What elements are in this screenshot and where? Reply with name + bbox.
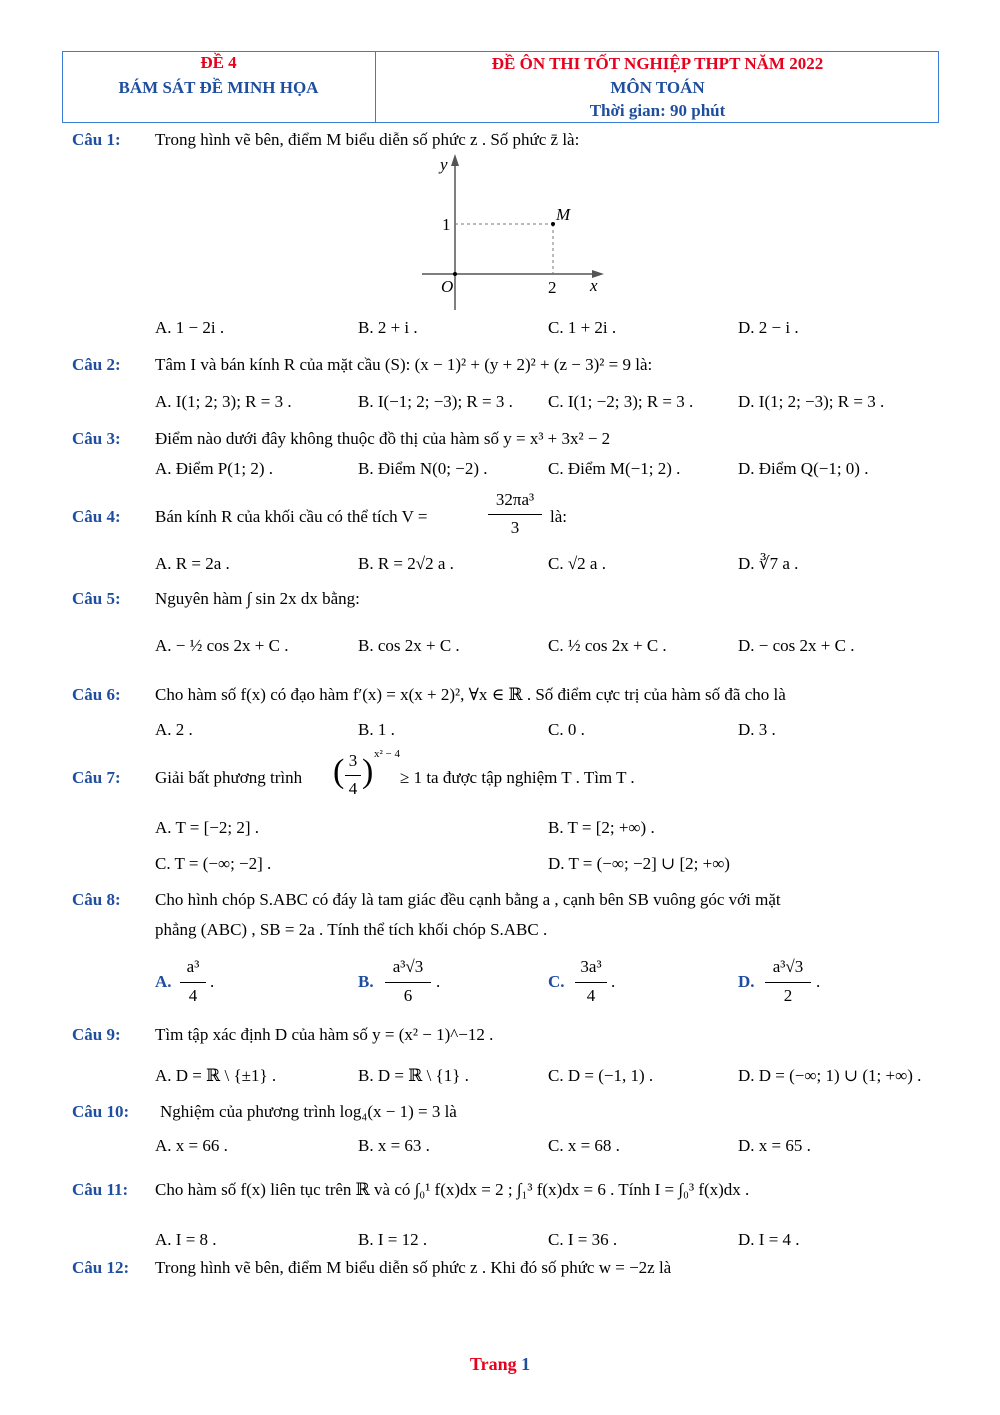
fraction-bar	[180, 982, 206, 983]
option-a[interactable]: A. 2 .	[155, 720, 193, 739]
option-b[interactable]: B. R = 2√2 a .	[358, 554, 454, 573]
exponent: x² − 4	[374, 748, 401, 760]
y-arrow-icon	[451, 154, 459, 166]
option-b[interactable]: B. T = [2; +∞) .	[548, 818, 655, 837]
option-a[interactable]: A. 1 − 2i .	[155, 318, 225, 337]
question-text: Trong hình vẽ bên, điểm M biểu diễn số phức z . Khi đó số phức w = −2z là	[155, 1258, 672, 1277]
question-text: Điểm nào dưới đây không thuộc đồ thị của hàm số y = x³ + 3x² − 2	[155, 429, 611, 448]
subject: MÔN TOÁN	[610, 78, 705, 97]
point-label: M	[556, 205, 571, 224]
question-text-before: Bán kính R của khối cầu có thể tích V =	[155, 507, 428, 526]
option-c-label[interactable]: C.	[548, 972, 565, 991]
option-a[interactable]: A. x = 66 .	[155, 1136, 228, 1155]
period: .	[816, 972, 821, 991]
fraction-denominator: 4	[348, 779, 358, 798]
fraction-bar	[488, 514, 542, 515]
question-text: Cho hàm số f(x) có đạo hàm f′(x) = x(x + 2)², ∀x ∈ ℝ . Số điểm cực trị của hàm số đã cho là	[155, 685, 786, 704]
complex-plane-figure	[410, 150, 610, 315]
option-c[interactable]: C. ½ cos 2x + C .	[548, 636, 667, 655]
question-text: Tâm I và bán kính R của mặt cầu (S): (x − 1)² + (y + 2)² + (z − 3)² = 9 là:	[155, 355, 653, 374]
option-d[interactable]: D. I(1; 2; −3); R = 3 .	[738, 392, 885, 411]
option-b[interactable]: B. 1 .	[358, 720, 395, 739]
origin-label: O	[441, 277, 454, 296]
question-number: Câu 6:	[72, 685, 121, 704]
option-c[interactable]: C. 1 + 2i .	[548, 318, 617, 337]
question-text-line2: phẳng (ABC) , SB = 2a . Tính thể tích khối chóp S.ABC .	[155, 920, 548, 939]
point-m	[551, 222, 555, 226]
option-c[interactable]: C. T = (−∞; −2] .	[155, 854, 272, 873]
question-text-line1: Cho hình chóp S.ABC có đáy là tam giác đều cạnh bằng a , cạnh bên SB vuông góc với mặt	[155, 890, 781, 909]
option-b-num: a³√3	[392, 957, 424, 976]
page-footer	[0, 1354, 1000, 1375]
option-b[interactable]: B. x = 63 .	[358, 1136, 430, 1155]
option-a[interactable]: A. − ½ cos 2x + C .	[155, 636, 289, 655]
tick-x: 2	[548, 278, 557, 297]
option-b[interactable]: B. D = ℝ \ {1} .	[358, 1066, 469, 1085]
option-a[interactable]: A. I = 8 .	[155, 1230, 217, 1249]
option-d[interactable]: D. − cos 2x + C .	[738, 636, 855, 655]
paren-right: )	[362, 753, 374, 790]
question-number: Câu 7:	[72, 768, 121, 787]
origin-point	[453, 272, 457, 276]
question-number: Câu 8:	[72, 890, 121, 909]
question-number: Câu 4:	[72, 507, 121, 526]
option-b-label[interactable]: B.	[358, 972, 374, 991]
question-text: Tìm tập xác định D của hàm số y = (x² − 1)^−12 .	[155, 1025, 494, 1044]
option-d[interactable]: D. Điểm Q(−1; 0) .	[738, 459, 869, 478]
option-c[interactable]: C. I = 36 .	[548, 1230, 618, 1249]
question-text: Nguyên hàm ∫ sin 2x dx bằng:	[155, 589, 360, 608]
question-text-before: Giải bất phương trình	[155, 768, 303, 787]
option-b[interactable]: B. I = 12 .	[358, 1230, 428, 1249]
option-d[interactable]: D. 2 − i .	[738, 318, 799, 337]
option-b[interactable]: B. Điểm N(0; −2) .	[358, 459, 488, 478]
option-a-num: a³	[186, 957, 200, 976]
option-c[interactable]: C. Điểm M(−1; 2) .	[548, 459, 681, 478]
fraction-bar	[765, 982, 811, 983]
option-a[interactable]: A. T = [−2; 2] .	[155, 818, 260, 837]
option-a[interactable]: A. Điểm P(1; 2) .	[155, 459, 274, 478]
fraction-bar	[385, 982, 431, 983]
option-c-den: 4	[586, 986, 596, 1005]
fraction-bar	[575, 982, 607, 983]
paren-left: (	[333, 753, 345, 790]
option-c[interactable]: C. x = 68 .	[548, 1136, 620, 1155]
option-d[interactable]: D. D = (−∞; 1) ∪ (1; +∞) .	[738, 1066, 922, 1085]
exam-subtitle: BÁM SÁT ĐỀ MINH HỌA	[118, 78, 319, 97]
question-number: Câu 2:	[72, 355, 121, 374]
fraction-bar	[345, 775, 361, 776]
period: .	[611, 972, 616, 991]
option-b[interactable]: B. 2 + i .	[358, 318, 418, 337]
tick-y: 1	[442, 215, 451, 234]
option-c[interactable]: C. 0 .	[548, 720, 585, 739]
option-d[interactable]: D. 3 .	[738, 720, 776, 739]
option-d[interactable]: D. x = 65 .	[738, 1136, 811, 1155]
option-c[interactable]: C. I(1; −2; 3); R = 3 .	[548, 392, 694, 411]
option-c[interactable]: C. √2 a .	[548, 554, 606, 573]
option-c-num: 3a³	[580, 957, 602, 976]
question-text: Nghiệm của phương trình log₄(x − 1) = 3 là	[160, 1102, 457, 1121]
option-b[interactable]: B. I(−1; 2; −3); R = 3 .	[358, 392, 513, 411]
question-number: Câu 9:	[72, 1025, 121, 1044]
fraction-numerator: 3	[348, 751, 358, 770]
option-d-den: 2	[783, 986, 793, 1005]
option-b[interactable]: B. cos 2x + C .	[358, 636, 460, 655]
y-label: y	[440, 155, 448, 174]
question-number: Câu 10:	[72, 1102, 130, 1121]
page-label: Trang	[469, 1354, 517, 1374]
period: .	[436, 972, 441, 991]
option-d[interactable]: D. ∛7 a .	[738, 554, 799, 573]
question-text-after: là:	[550, 507, 567, 526]
option-d-label[interactable]: D.	[738, 972, 755, 991]
option-b-den: 6	[403, 986, 413, 1005]
question-text: Cho hàm số f(x) liên tục trên ℝ và có ∫₀¹ f(x)dx = 2 ; ∫₁³ f(x)dx = 6 . Tính I = ∫₀³ f(x)dx .	[155, 1180, 750, 1199]
fraction-numerator: 32πa³	[495, 490, 535, 509]
question-number: Câu 1:	[72, 130, 121, 149]
question-number: Câu 5:	[72, 589, 121, 608]
option-a[interactable]: A. R = 2a .	[155, 554, 230, 573]
question-number: Câu 3:	[72, 429, 121, 448]
fraction-denominator: 3	[510, 518, 520, 537]
question-number: Câu 12:	[72, 1258, 130, 1277]
option-d-num: a³√3	[772, 957, 804, 976]
option-a-label[interactable]: A.	[155, 972, 172, 991]
option-a-den: 4	[188, 986, 198, 1005]
duration: Thời gian: 90 phút	[589, 101, 726, 120]
option-d[interactable]: D. I = 4 .	[738, 1230, 800, 1249]
question-text: Trong hình vẽ bên, điểm M biểu diễn số phức z . Số phức z̄ là:	[155, 130, 580, 149]
page-number: 1	[521, 1354, 531, 1374]
x-label: x	[590, 276, 598, 295]
exam-title: ĐỀ ÔN THI TỐT NGHIỆP THPT NĂM 2022	[491, 54, 824, 73]
option-a[interactable]: A. I(1; 2; 3); R = 3 .	[155, 392, 292, 411]
option-d[interactable]: D. T = (−∞; −2] ∪ [2; +∞)	[548, 854, 730, 873]
question-number: Câu 11:	[72, 1180, 129, 1199]
question-text-after: ≥ 1 ta được tập nghiệm T . Tìm T .	[400, 768, 635, 787]
period: .	[210, 972, 215, 991]
option-a[interactable]: A. D = ℝ \ {±1} .	[155, 1066, 277, 1085]
option-c[interactable]: C. D = (−1, 1) .	[548, 1066, 654, 1085]
exam-number: ĐỀ 4	[200, 53, 237, 72]
